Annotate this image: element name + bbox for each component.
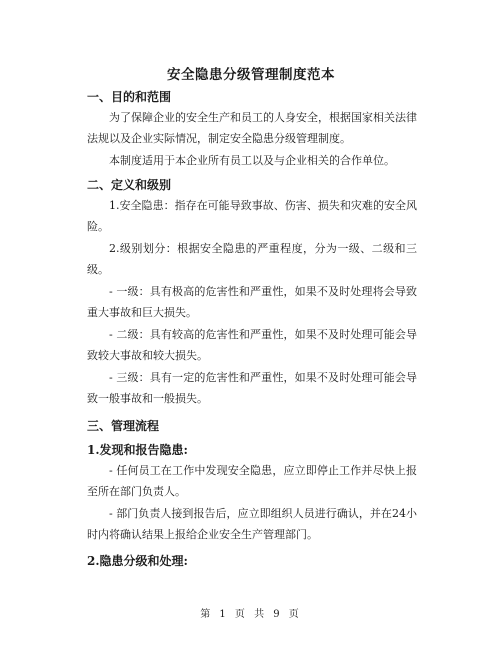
paragraph: - 二级：具有较高的危害性和严重性，如果不及时处理可能会导致较大事故和较大损失。 [87,328,417,362]
section-heading-purpose: 一、目的和范围 [87,90,172,104]
paragraph: - 任何员工在工作中发现安全隐患，应立即停止工作并尽快上报至所在部门负责人。 [87,464,417,498]
paragraph: - 部门负责人接到报告后，应立即组织人员进行确认，并在24小时内将确认结果上报给企业安全生产管理部门。 [87,507,417,541]
paragraph: 为了保障企业的安全生产和员工的人身安全，根据国家相关法律法规以及企业实际情况，制定安全隐患分级管理制度。 [87,111,417,145]
page-footer: 第 1 页 共 9 页 [200,609,302,620]
paragraph: 1.安全隐患：指存在可能导致事故、伤害、损失和灾难的安全风险。 [87,199,417,233]
paragraph: 2.级别划分：根据安全隐患的严重程度，分为一级、二级和三级。 [87,242,417,276]
paragraph: - 一级：具有极高的危害性和严重性，如果不及时处理将会导致重大事故和巨大损失。 [87,285,417,319]
paragraph: 本制度适用于本企业所有员工以及与企业相关的合作单位。 [109,154,395,167]
section-heading-definitions: 二、定义和级别 [87,178,172,192]
section-heading-process: 三、管理流程 [87,419,160,433]
document-title: 安全隐患分级管理制度范本 [167,67,335,83]
subsection-heading-classify: 2.隐患分级和处理: [87,554,188,568]
paragraph: - 三级：具有一定的危害性和严重性，如果不及时处理可能会导致一般事故和一般损失。 [87,371,417,405]
subsection-heading-report: 1.发现和报告隐患: [87,443,188,457]
